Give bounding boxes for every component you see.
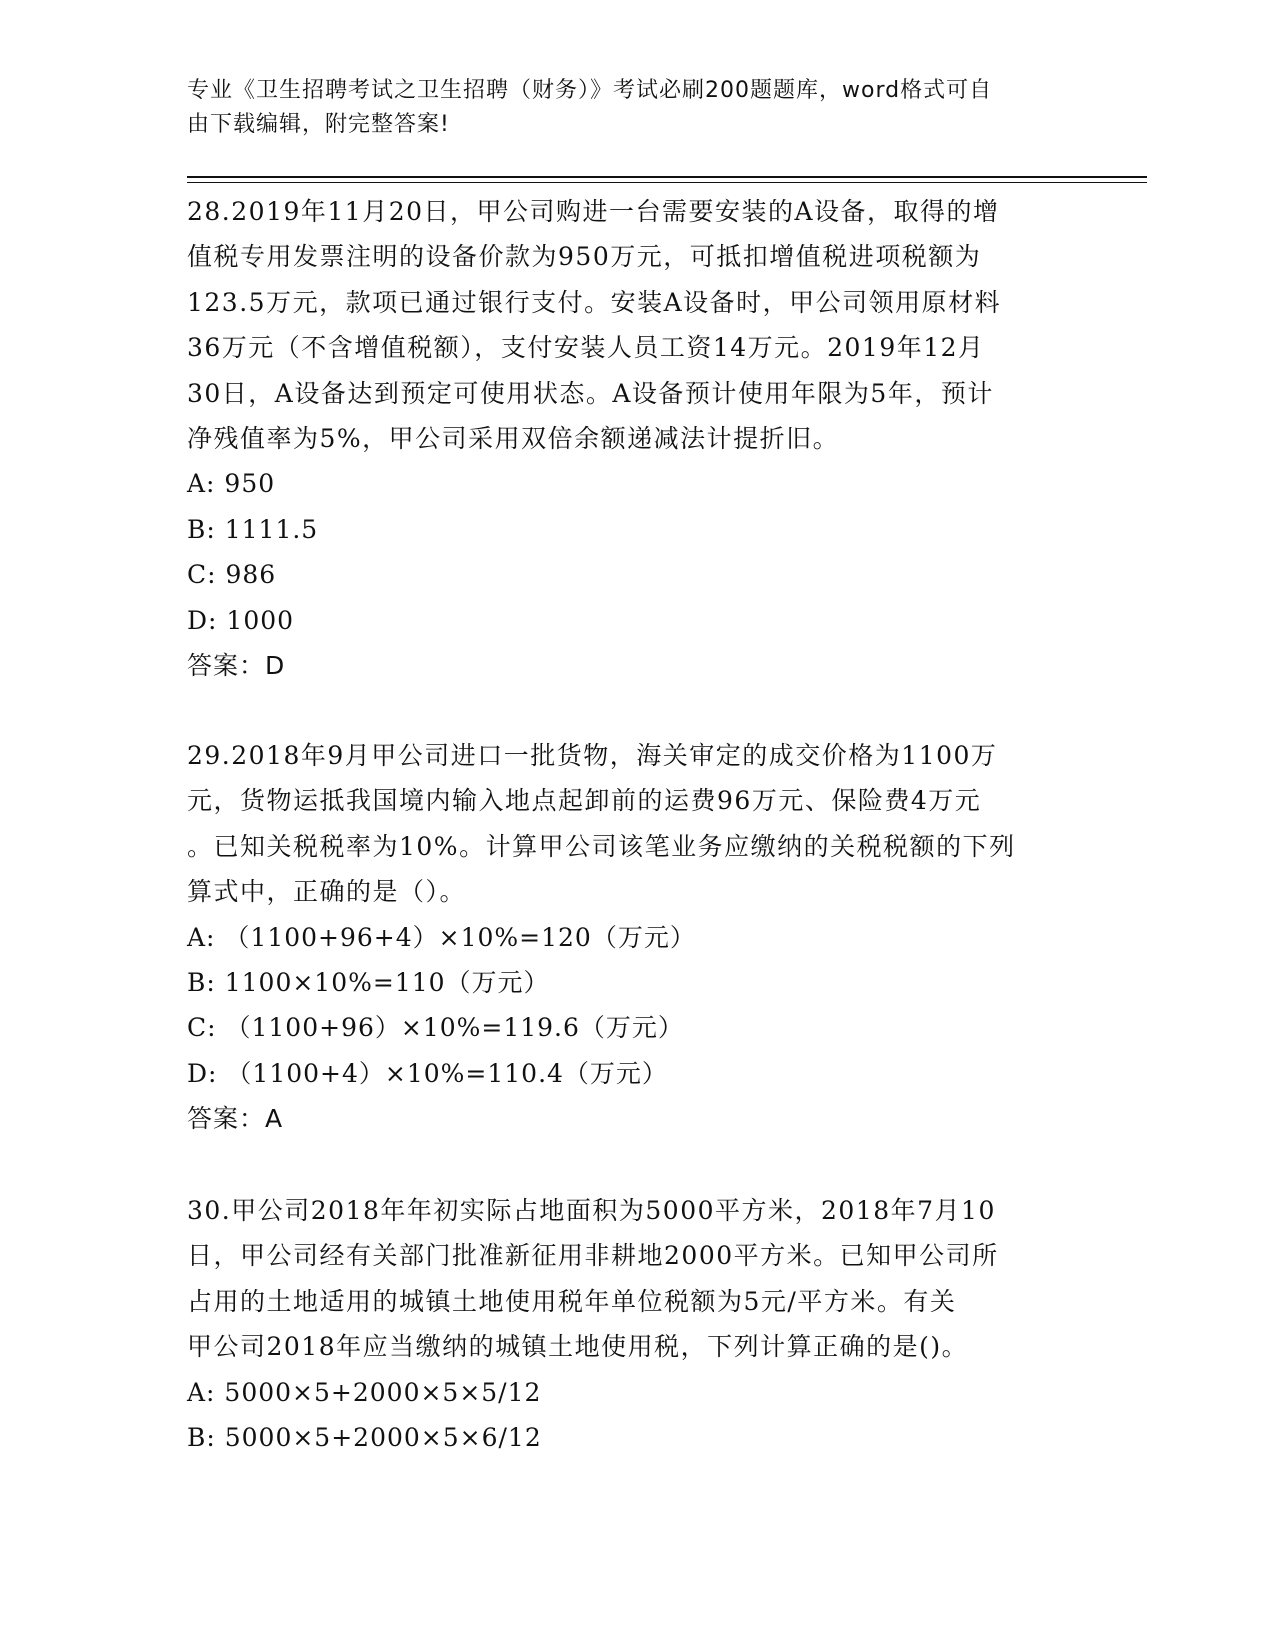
stem-line: 。已知关税税率为10%。计算甲公司该笔业务应缴纳的关税税额的下列 — [187, 831, 1016, 861]
option-b: B: 5000×5+2000×5×6/12 — [187, 1423, 542, 1453]
stem-line: 占用的土地适用的城镇土地使用税年单位税额为5元/平方米。有关 — [187, 1286, 957, 1316]
option-b: B: 1111.5 — [187, 514, 319, 544]
question-29 — [187, 733, 1087, 1141]
option-c: C: （1100+96）×10%=119.6（万元） — [187, 1013, 684, 1043]
answer-label: 答案：A — [187, 1104, 284, 1134]
document-header — [187, 74, 1067, 142]
stem-line: 123.5万元，款项已通过银行支付。安装A设备时，甲公司领用原材料 — [187, 287, 1002, 317]
option-a: A: 950 — [187, 469, 276, 499]
question-28 — [187, 189, 1087, 688]
header-divider-thick — [187, 176, 1147, 178]
header-divider-thin — [187, 182, 1147, 183]
stem-line: 净残值率为5%，甲公司采用双倍余额递减法计提折旧。 — [187, 424, 840, 454]
question-30 — [187, 1188, 1087, 1460]
stem-line: 日，甲公司经有关部门批准新征用非耕地2000平方米。已知甲公司所 — [187, 1241, 999, 1271]
stem-line: 值税专用发票注明的设备价款为950万元，可抵扣增值税进项税额为 — [187, 242, 982, 272]
stem-line: 29.2018年9月甲公司进口一批货物，海关审定的成交价格为1100万 — [187, 741, 998, 770]
option-b: B: 1100×10%=110（万元） — [187, 968, 550, 998]
stem-line: 36万元（不含增值税额），支付安装人员工资14万元。2019年12月 — [187, 333, 985, 363]
header-title-line-1: 专业《卫生招聘考试之卫生招聘（财务）》考试必刷200题题库，word格式可自 — [187, 78, 993, 103]
header-title-line-2: 由下载编辑，附完整答案! — [187, 112, 450, 137]
option-a: A: （1100+96+4）×10%=120（万元） — [187, 922, 696, 952]
stem-line: 算式中，正确的是（）。 — [187, 877, 467, 907]
stem-line: 28.2019年11月20日，甲公司购进一台需要安装的A设备，取得的增 — [187, 197, 1000, 226]
stem-line: 元，货物运抵我国境内输入地点起卸前的运费96万元、保险费4万元 — [187, 786, 982, 816]
question-stem — [187, 733, 1087, 915]
stem-line: 甲公司2018年应当缴纳的城镇土地使用税，下列计算正确的是()。 — [187, 1332, 969, 1362]
stem-line: 30日，A设备达到预定可使用状态。A设备预计使用年限为5年，预计 — [187, 378, 994, 408]
option-c: C: 986 — [187, 560, 277, 590]
option-d: D: （1100+4）×10%=110.4（万元） — [187, 1058, 668, 1088]
answer-label: 答案：D — [187, 651, 286, 681]
question-stem — [187, 1188, 1087, 1370]
stem-line: 30.甲公司2018年年初实际占地面积为5000平方米，2018年7月10 — [187, 1196, 996, 1225]
option-d: D: 1000 — [187, 605, 295, 635]
question-stem — [187, 189, 1087, 461]
option-a: A: 5000×5+2000×5×5/12 — [187, 1377, 542, 1407]
